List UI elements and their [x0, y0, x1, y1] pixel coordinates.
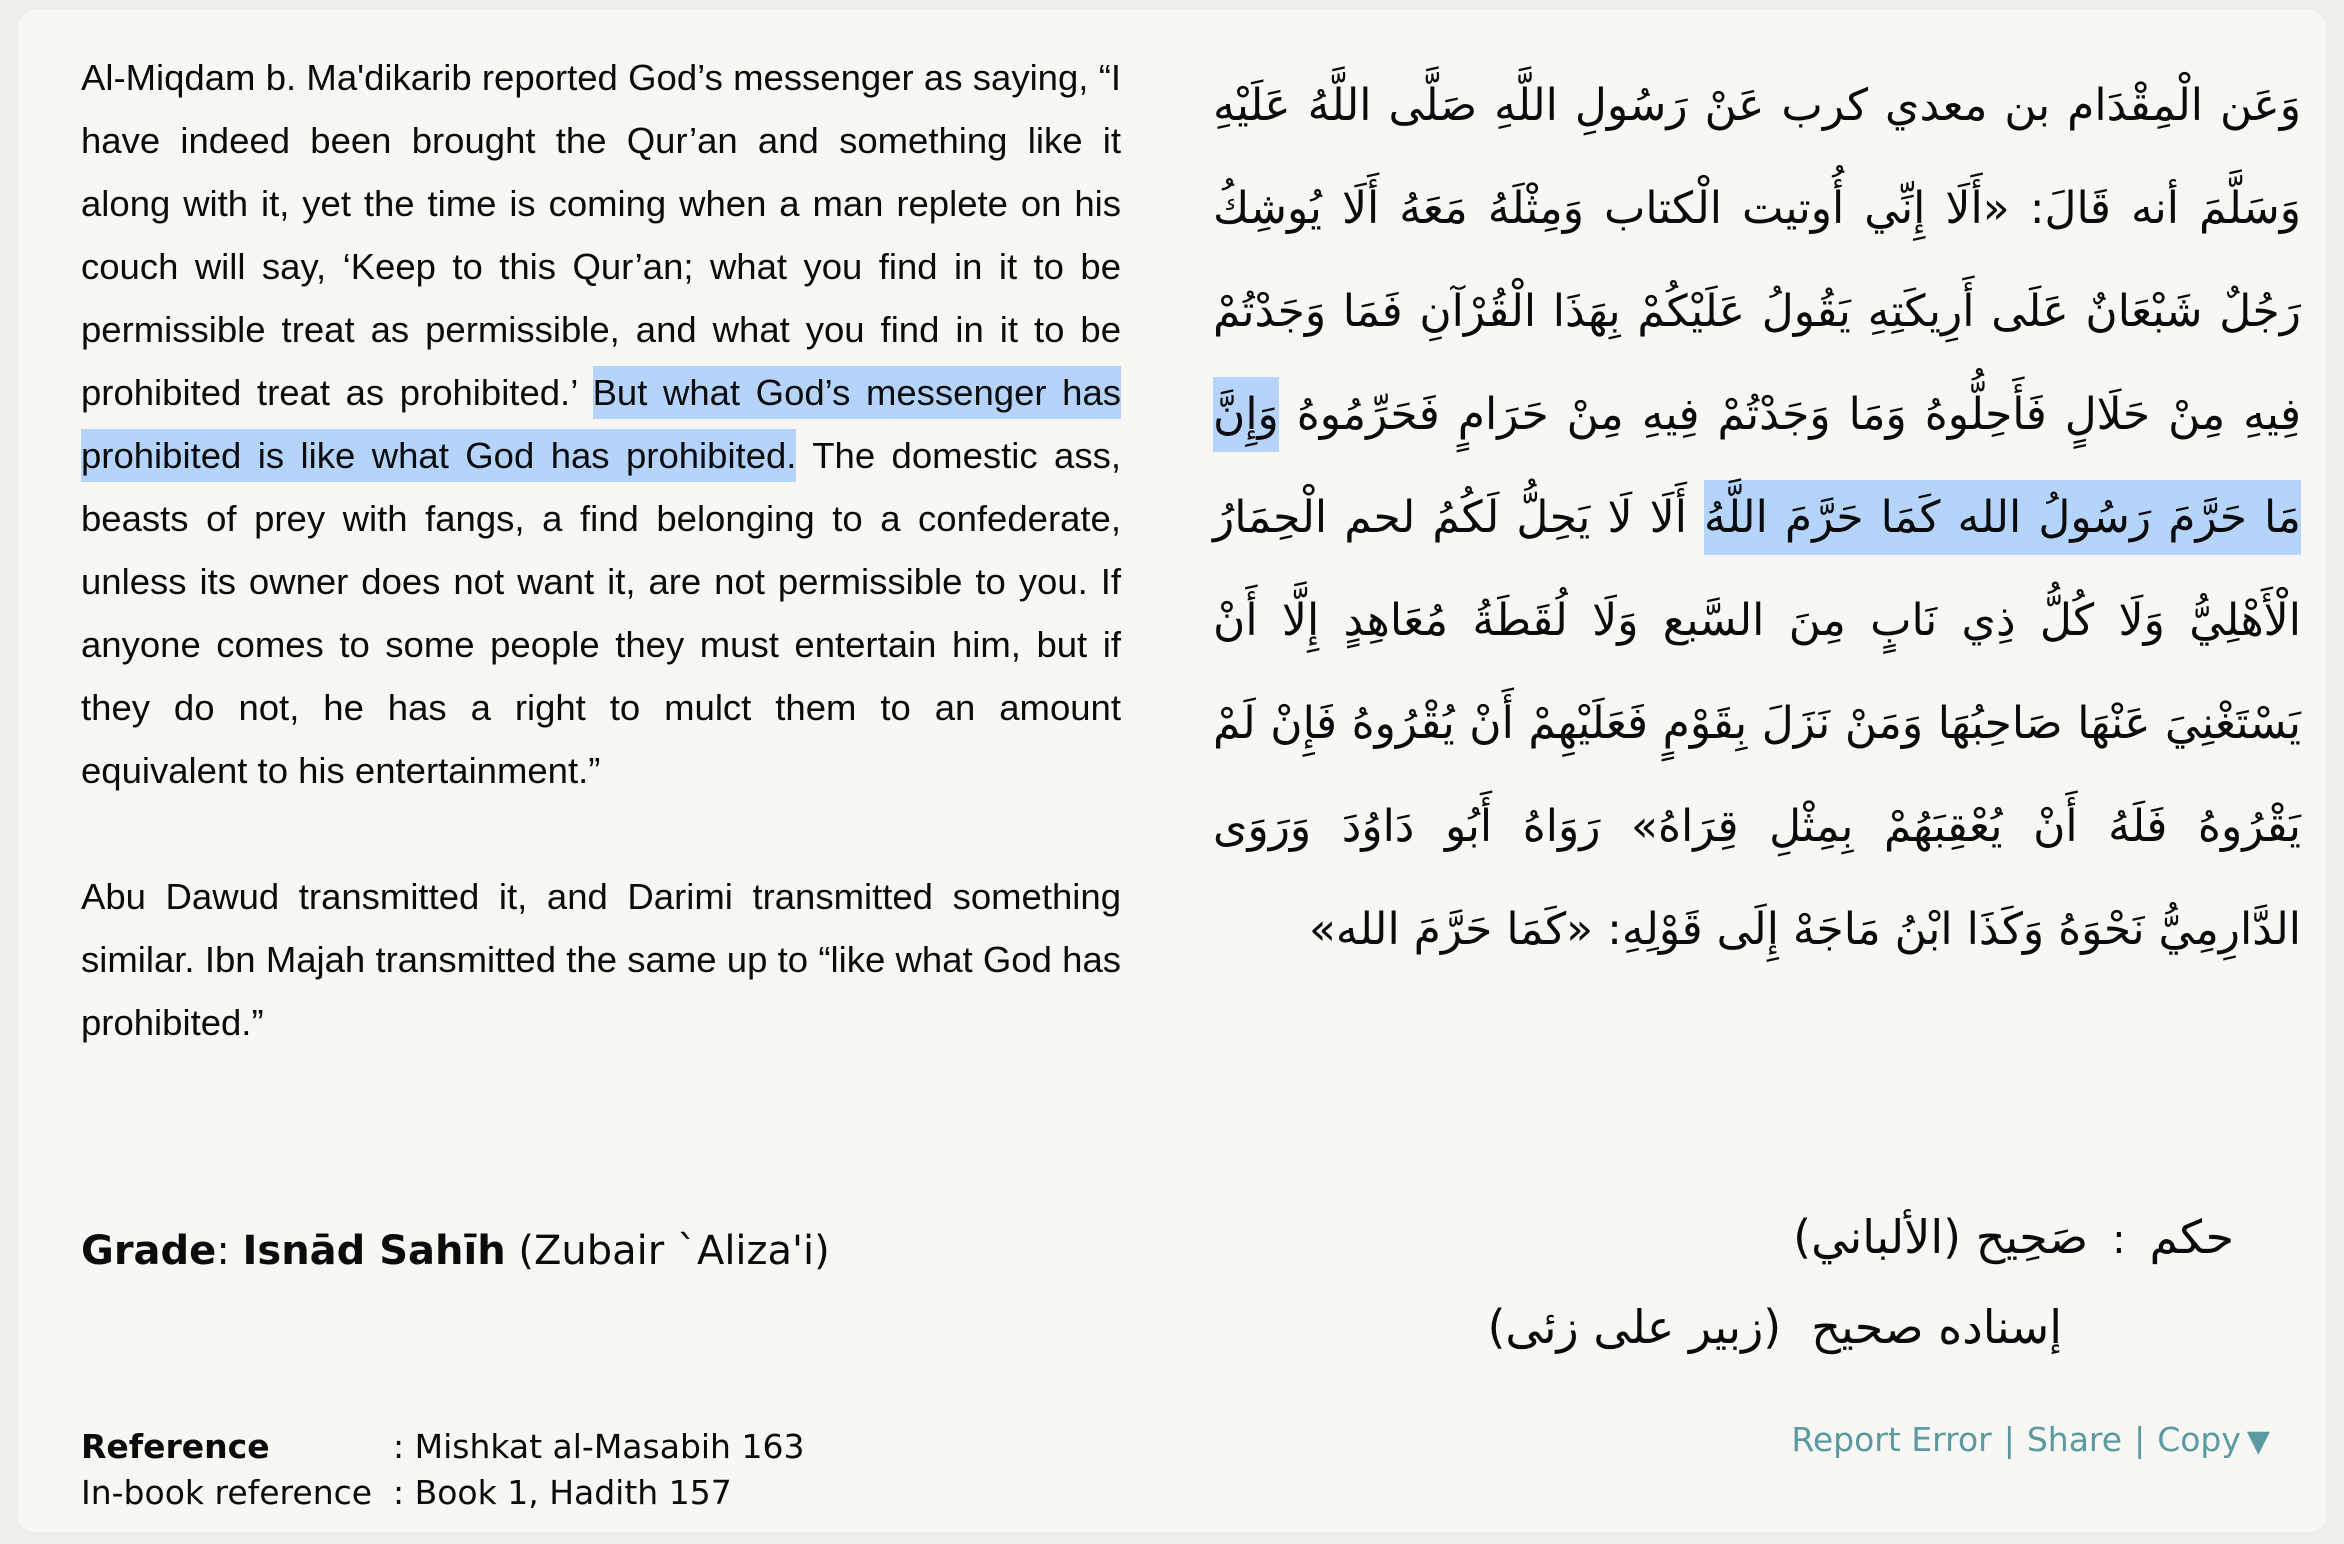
hukm-value: صَحِيح — [1975, 1210, 2089, 1264]
report-error-link[interactable]: Report Error — [1791, 1420, 1992, 1459]
in-book-reference-value: : Book 1, Hadith 157 — [393, 1473, 732, 1512]
english-paragraph-main — [81, 46, 1121, 802]
arabic-hukm-grade — [1793, 1210, 2234, 1264]
arabic-text — [1213, 54, 2301, 981]
reference-label: Reference — [81, 1427, 270, 1466]
arabic-paragraph — [1213, 54, 2301, 981]
isnad-value: إسناده صحيح — [1811, 1300, 2062, 1354]
in-book-reference-label: In-book reference — [81, 1473, 373, 1512]
action-separator: | — [2003, 1420, 2015, 1459]
hadith-card — [18, 10, 2326, 1532]
grade-source: (Zubair `Aliza'i) — [518, 1228, 830, 1274]
english-paragraph-transmission: Abu Dawud transmitted it, and Darimi transmitted something similar. Ibn Majah transmitted the same up to “like what God has prohibited.” — [81, 876, 1121, 1043]
english-highlighted-text[interactable]: But what God’s messenger has prohibited is like what God has prohibited. — [81, 366, 1121, 482]
reference-block — [81, 1424, 804, 1516]
arabic-text-after-highlight: أَلَا لَا يَحِلُّ لَكُمُ لحم الْحِمَارُ الْأَهْلِيُّ وَلَا كُلُّ ذِي نَابٍ مِنَ السَّبع وَلَا لُقَطَةُ مُعَاهِدٍ إِلَّا أَنْ يَسْتَغْنِيَ عَنْهَا صَاحِبُهَا وَمَنْ نَزَلَ بِقَوْمٍ فَعَلَيْهِمْ أَنْ يُقْرُوهُ فَإِنْ لَمْ يَقْرُوهُ فَلَهُ أَنْ يُعْقِبَهُمْ بِمِثْلِ قِرَاهُ» رَوَاهُ أَبُو دَاوُدَ وَرَوَى الدَّارِمِيُّ نَحْوَهُ وَكَذَا ابْنُ مَاجَهْ إِلَى قَوْلِهِ: «كَمَا حَرَّمَ الله» — [1213, 492, 2301, 955]
english-text-before-highlight: Al-Miqdam b. Ma'dikarib reported God’s messenger as saying, “I have indeed been brought the Qur’an and something like it along with it, yet the time is coming when a man replete on his couch will say, ‘Keep to this Qur’an; what you find in it to be permissible treat as permissible, and what you find in it to be prohibited treat as prohibited.’ — [81, 57, 1121, 413]
hukm-source: (الألباني) — [1793, 1210, 1962, 1264]
action-separator: | — [2134, 1420, 2146, 1459]
hukm-label: حكم — [2149, 1210, 2234, 1264]
arabic-highlighted-text[interactable]: وَإِنَّ مَا حَرَّمَ رَسُولُ الله كَمَا حَرَّمَ اللَّهُ — [1213, 377, 2301, 555]
grade-value: Isnād Sahīh — [242, 1228, 506, 1274]
share-link[interactable]: Share — [2026, 1420, 2123, 1459]
in-book-reference-row — [81, 1470, 804, 1516]
action-links — [1791, 1420, 2270, 1459]
english-text-after-highlight: The domestic ass, beasts of prey with fangs, a find belonging to a confederate, unless its owner does not want it, are not permissible to you. If anyone comes to some people they must entertain him, but if they do not, he has a right to mulct them to an amount equivalent to his entertainment.” — [81, 435, 1121, 791]
reference-row — [81, 1424, 804, 1470]
grade-label: Grade — [81, 1228, 217, 1274]
arabic-text-before-highlight: وَعَن الْمِقْدَام بن معدي كرب عَنْ رَسُولِ اللَّهِ صَلَّى اللَّهُ عَلَيْهِ وَسَلَّمَ أنه قَالَ: «أَلَا إِنِّي أُوتيت الْكتاب وَمِثْلَهُ مَعَهُ أَلَا يُوشِكُ رَجُلٌ شَبْعَانٌ عَلَى أَرِيكَتِهِ يَقُولُ عَلَيْكُمْ بِهَذَا الْقُرْآنِ فَمَا وَجَدْتُمْ فِيهِ مِنْ حَلَالٍ فَأَحِلُّوهُ وَمَا وَجَدْتُمْ فِيهِ مِنْ حَرَامٍ فَحَرِّمُوهُ — [1213, 80, 2301, 440]
grade-colon: : — [216, 1228, 230, 1274]
hukm-separator: : — [2112, 1217, 2126, 1263]
english-text — [81, 46, 1121, 1054]
isnad-source: (زبير على زئى) — [1487, 1300, 1782, 1354]
reference-value: : Mishkat al-Masabih 163 — [393, 1427, 805, 1466]
copy-dropdown-arrow-icon[interactable]: ▼ — [2246, 1424, 2270, 1459]
english-grade — [81, 1228, 830, 1274]
arabic-isnad-grade — [1487, 1300, 2062, 1354]
copy-link[interactable]: Copy — [2157, 1420, 2241, 1459]
